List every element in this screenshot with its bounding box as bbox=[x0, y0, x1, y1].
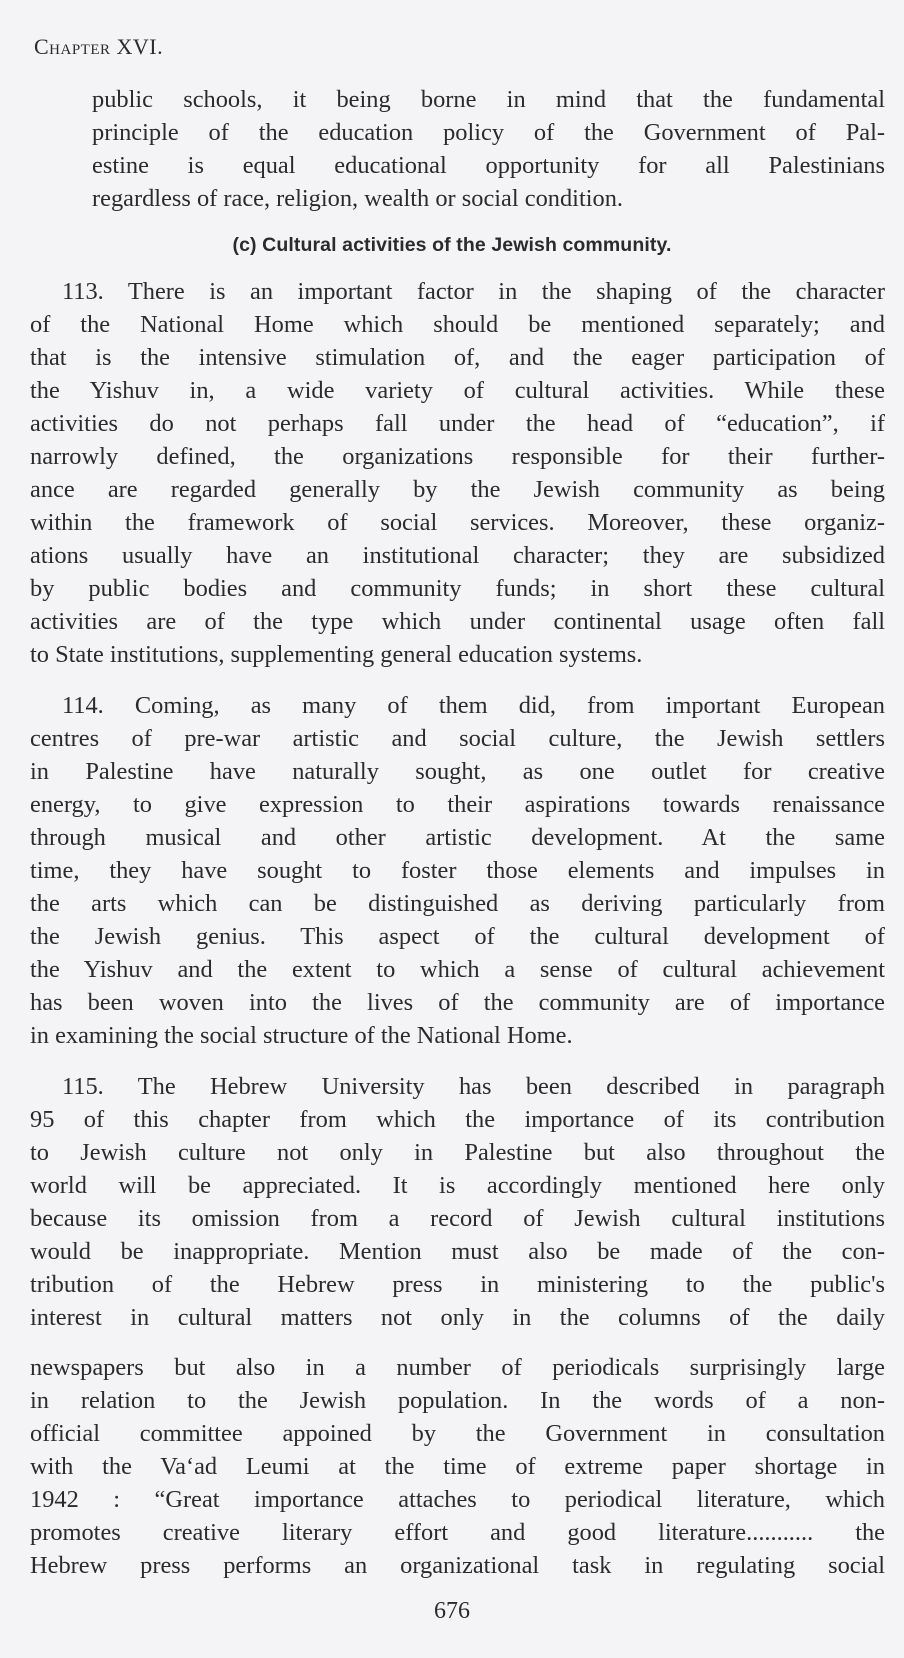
text-line: time, they have sought to foster those elements and impulses in bbox=[30, 857, 885, 884]
text-line: because its omission from a record of Jewish cultural institutions bbox=[30, 1205, 885, 1232]
text-line: 113. There is an important factor in the shaping of the character bbox=[62, 278, 885, 305]
text-line: the Yishuv and the extent to which a sense of cultural achievement bbox=[30, 956, 885, 983]
text-line: regardless of race, religion, wealth or social condition. bbox=[92, 185, 623, 212]
text-line: through musical and other artistic development. At the same bbox=[30, 824, 885, 851]
text-line: 114. Coming, as many of them did, from important European bbox=[62, 692, 885, 719]
text-line: in Palestine have naturally sought, as one outlet for creative bbox=[30, 758, 885, 785]
text-line: ance are regarded generally by the Jewish community as being bbox=[30, 476, 885, 503]
text-line: world will be appreciated. It is accordingly mentioned here only bbox=[30, 1172, 885, 1199]
text-line: newspapers but also in a number of periodicals surprisingly large bbox=[30, 1354, 885, 1381]
text-line: 1942 : “Great importance attaches to periodical literature, which bbox=[30, 1486, 885, 1513]
text-line: interest in cultural matters not only in the columns of the daily bbox=[30, 1304, 885, 1331]
text-line: Hebrew press performs an organizational task in regulating social bbox=[30, 1552, 885, 1579]
text-line: 95 of this chapter from which the importance of its contribution bbox=[30, 1106, 885, 1133]
text-line: would be inappropriate. Mention must also be made of the con- bbox=[30, 1238, 885, 1265]
text-line: activities do not perhaps fall under the head of “education”, if bbox=[30, 410, 885, 437]
text-line: with the Va‘ad Leumi at the time of extreme paper shortage in bbox=[30, 1453, 885, 1480]
running-head: Chapter XVI. bbox=[34, 34, 164, 59]
text-line: has been woven into the lives of the community are of importance bbox=[30, 989, 885, 1016]
text-line: that is the intensive stimulation of, and the eager participation of bbox=[30, 344, 885, 371]
text-line: tribution of the Hebrew press in ministering to the public's bbox=[30, 1271, 885, 1298]
text-line: within the framework of social services. Moreover, these organiz- bbox=[30, 509, 885, 536]
text-line: public schools, it being borne in mind that the fundamental bbox=[92, 86, 885, 113]
text-line: estine is equal educational opportunity for all Palestinians bbox=[92, 152, 885, 179]
text-line: in examining the social structure of the National Home. bbox=[30, 1022, 573, 1049]
section-heading: (c) Cultural activities of the Jewish community. bbox=[232, 234, 672, 256]
text-line: official committee appoined by the Government in consultation bbox=[30, 1420, 885, 1447]
text-line: to State institutions, supplementing general education systems. bbox=[30, 641, 643, 668]
text-line: to Jewish culture not only in Palestine but also throughout the bbox=[30, 1139, 885, 1166]
page-number: 676 bbox=[434, 1598, 470, 1624]
text-line: the Jewish genius. This aspect of the cultural development of bbox=[30, 923, 885, 950]
text-line: energy, to give expression to their aspirations towards renaissance bbox=[30, 791, 885, 818]
text-line: narrowly defined, the organizations responsible for their further- bbox=[30, 443, 885, 470]
text-line: in relation to the Jewish population. In the words of a non- bbox=[30, 1387, 885, 1414]
text-line: the Yishuv in, a wide variety of cultural activities. While these bbox=[30, 377, 885, 404]
text-line: of the National Home which should be mentioned separately; and bbox=[30, 311, 885, 338]
text-line: the arts which can be distinguished as deriving particularly from bbox=[30, 890, 885, 917]
text-line: centres of pre-war artistic and social culture, the Jewish settlers bbox=[30, 725, 885, 752]
text-line: by public bodies and community funds; in short these cultural bbox=[30, 575, 885, 602]
text-line: 115. The Hebrew University has been described in paragraph bbox=[62, 1073, 885, 1100]
text-line: principle of the education policy of the Government of Pal- bbox=[92, 119, 885, 146]
text-line: promotes creative literary effort and good literature........... the bbox=[30, 1519, 885, 1546]
text-line: ations usually have an institutional character; they are subsidized bbox=[30, 542, 885, 569]
text-line: activities are of the type which under continental usage often fall bbox=[30, 608, 885, 635]
